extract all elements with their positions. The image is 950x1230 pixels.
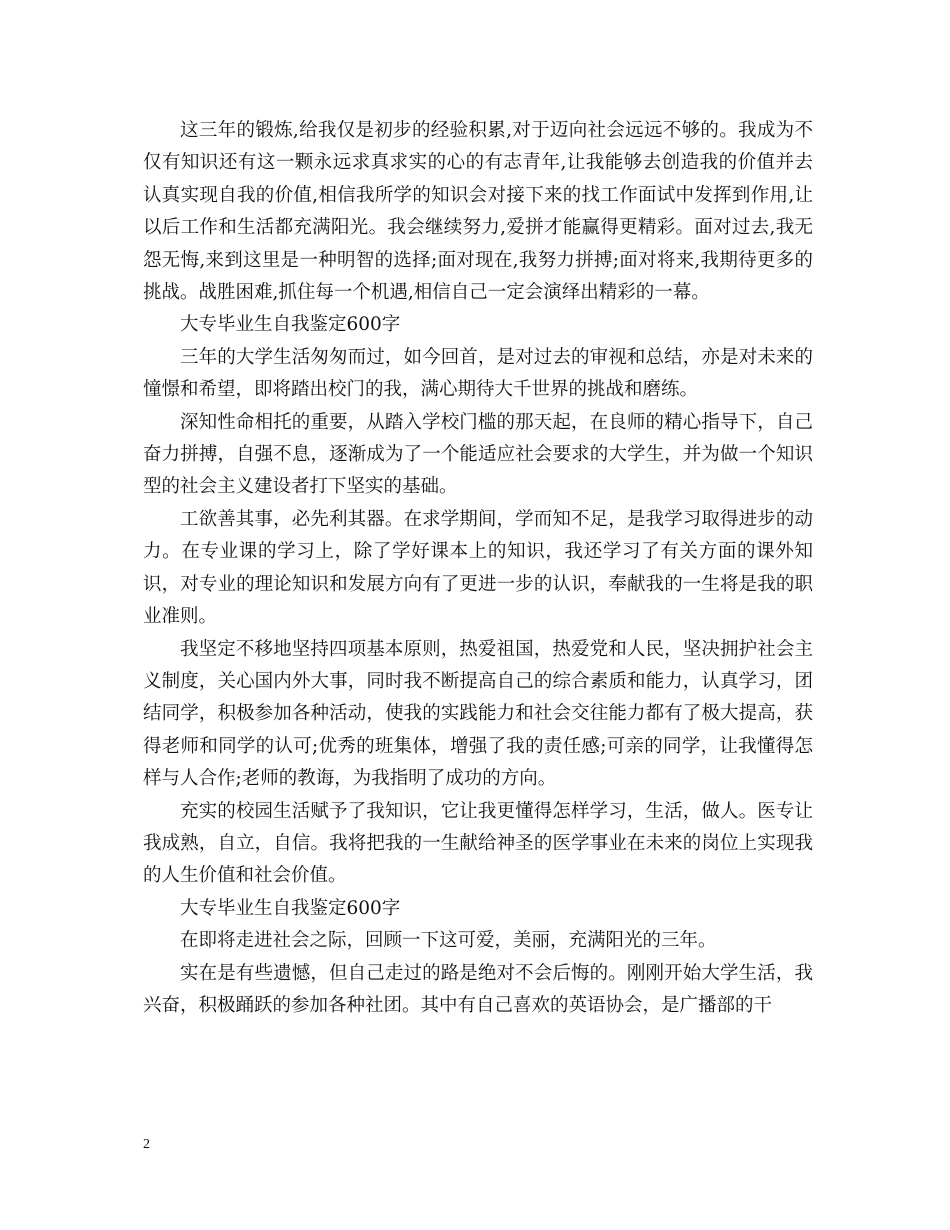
paragraph: 充实的校园生活赋予了我知识，它让我更懂得怎样学习，生活，做人。医专让我成熟，自立，自信。我将把我的一生献给神圣的医学事业在未来的岗位上实现我的人生价值和社会价值。 — [143, 800, 813, 887]
section-heading: 大专毕业生自我鉴定600字 — [180, 314, 401, 336]
paragraph: 实在是有些遗憾，但自己走过的路是绝对不会后悔的。刚刚开始大学生活，我兴奋，积极踊跃的参加各种社团。其中有自己喜欢的英语协会，是广播部的干 — [143, 962, 813, 1016]
paragraph: 这三年的锻炼,给我仅是初步的经验积累,对于迈向社会远远不够的。我成为不仅有知识还有这一颗永远求真求实的心的有志青年,让我能够去创造我的价值并去认真实现自我的价值,相信我所学的知识会对接下来的找工作面试中发挥到作用,让以后工作和生活都充满阳光。我会继续努力,爱拼才能赢得更精彩。面对过去,我无怨无悔,来到这里是一种明智的选择;面对现在,我努力拼搏;面对将来,我期待更多的挑战。战胜困难,抓住每一个机遇,相信自己一定会演绎出精彩的一幕。 — [143, 120, 813, 304]
paragraph: 工欲善其事，必先利其器。在求学期间，学而知不足，是我学习取得进步的动力。在专业课的学习上，除了学好课本上的知识，我还学习了有关方面的课外知识，对专业的理论知识和发展方向有了更进一步的认识，奉献我的一生将是我的职业准则。 — [143, 508, 813, 628]
page-number: 2 — [143, 1137, 150, 1152]
section-heading: 大专毕业生自我鉴定600字 — [180, 897, 401, 919]
paragraph: 在即将走进社会之际，回顾一下这可爱，美丽，充满阳光的三年。 — [180, 930, 717, 952]
paragraph: 三年的大学生活匆匆而过，如今回首，是对过去的审视和总结，亦是对未来的憧憬和希望，即将踏出校门的我，满心期待大千世界的挑战和磨练。 — [143, 346, 813, 401]
document-body — [143, 115, 813, 1022]
paragraph: 深知性命相托的重要，从踏入学校门槛的那天起，在良师的精心指导下，自己奋力拼搏，自强不息，逐渐成为了一个能适应社会要求的大学生，并为做一个知识型的社会主义建设者打下坚实的基础。 — [143, 411, 813, 498]
paragraph: 我坚定不移地坚持四项基本原则，热爱祖国，热爱党和人民，坚决拥护社会主义制度，关心国内外大事，同时我不断提高自己的综合素质和能力，认真学习，团结同学，积极参加各种活动，使我的实践能力和社会交往能力都有了极大提高，获得老师和同学的认可;优秀的班集体，增强了我的责任感;可亲的同学，让我懂得怎样与人合作;老师的教诲，为我指明了成功的方向。 — [143, 638, 813, 790]
